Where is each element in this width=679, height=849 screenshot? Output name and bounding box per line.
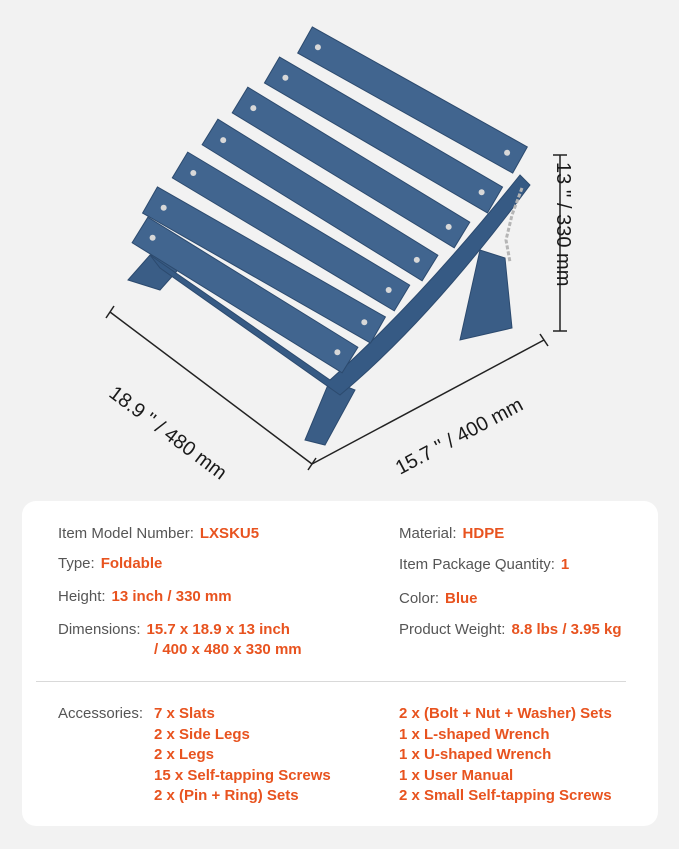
width-dimension-label: 15.7 '' / 400 mm bbox=[392, 393, 527, 480]
spec-quantity bbox=[399, 556, 569, 573]
spec-type-label: Type: bbox=[58, 555, 95, 572]
spec-material bbox=[399, 525, 504, 542]
spec-type bbox=[58, 555, 162, 572]
spec-dimensions-line2 bbox=[154, 641, 302, 658]
spec-weight-value: 8.8 lbs / 3.95 kg bbox=[511, 621, 622, 638]
spec-divider bbox=[36, 681, 626, 682]
accessories-list-right bbox=[399, 704, 612, 807]
accessory-item: 1 x L-shaped Wrench bbox=[399, 725, 550, 743]
screw-icon bbox=[161, 205, 167, 211]
accessory-item: 2 x (Bolt + Nut + Washer) Sets bbox=[399, 705, 612, 722]
accessory-item: 1 x User Manual bbox=[399, 766, 514, 784]
accessory-item: 2 x Small Self-tapping Screws bbox=[399, 787, 612, 804]
spec-dimensions-label: Dimensions: bbox=[58, 621, 141, 638]
spec-quantity-label: Item Package Quantity: bbox=[399, 556, 555, 573]
accessory-item: 7 x Slats bbox=[154, 705, 215, 722]
screw-icon bbox=[479, 189, 485, 195]
spec-height-label: Height: bbox=[58, 588, 106, 605]
accessories-label: Accessories: bbox=[58, 705, 144, 722]
accessory-item: 15 x Self-tapping Screws bbox=[154, 766, 331, 784]
screw-icon bbox=[282, 75, 288, 81]
spec-dimensions bbox=[58, 621, 290, 638]
accessory-item: 1 x U-shaped Wrench bbox=[399, 746, 552, 763]
spec-material-label: Material: bbox=[399, 525, 457, 542]
screw-icon bbox=[334, 349, 340, 355]
spec-dimensions-value-line2: / 400 x 480 x 330 mm bbox=[154, 641, 302, 658]
spec-color bbox=[399, 590, 478, 607]
spec-height-value: 13 inch / 330 mm bbox=[111, 588, 232, 605]
accessory-item: 2 x Legs bbox=[154, 746, 215, 763]
spec-weight bbox=[399, 621, 622, 638]
spec-material-value: HDPE bbox=[462, 525, 505, 542]
screw-icon bbox=[504, 150, 510, 156]
screw-icon bbox=[361, 319, 367, 325]
spec-dimensions-value-line1: 15.7 x 18.9 x 13 inch bbox=[146, 621, 290, 638]
spec-color-value: Blue bbox=[445, 590, 478, 607]
spec-model-label: Item Model Number: bbox=[58, 525, 194, 542]
screw-icon bbox=[414, 257, 420, 263]
screw-icon bbox=[386, 287, 392, 293]
screw-icon bbox=[315, 44, 321, 50]
accessory-item: 2 x Side Legs bbox=[154, 725, 250, 743]
screw-icon bbox=[446, 224, 452, 230]
screw-icon bbox=[220, 137, 226, 143]
accessories-list-left bbox=[154, 704, 331, 807]
screw-icon bbox=[150, 235, 156, 241]
spec-model-value: LXSKU5 bbox=[199, 525, 260, 542]
screw-icon bbox=[250, 105, 256, 111]
spec-quantity-value: 1 bbox=[560, 556, 570, 573]
screw-icon bbox=[190, 170, 196, 176]
height-dimension-label: 13 '' / 330 mm bbox=[552, 162, 574, 287]
spec-type-value: Foldable bbox=[100, 555, 163, 572]
accessory-item: 2 x (Pin + Ring) Sets bbox=[154, 787, 299, 804]
spec-model bbox=[58, 525, 259, 542]
length-dimension-label: 18.9 '' / 480 mm bbox=[104, 382, 231, 485]
spec-weight-label: Product Weight: bbox=[399, 621, 506, 638]
spec-color-label: Color: bbox=[399, 590, 440, 607]
spec-height bbox=[58, 588, 232, 605]
